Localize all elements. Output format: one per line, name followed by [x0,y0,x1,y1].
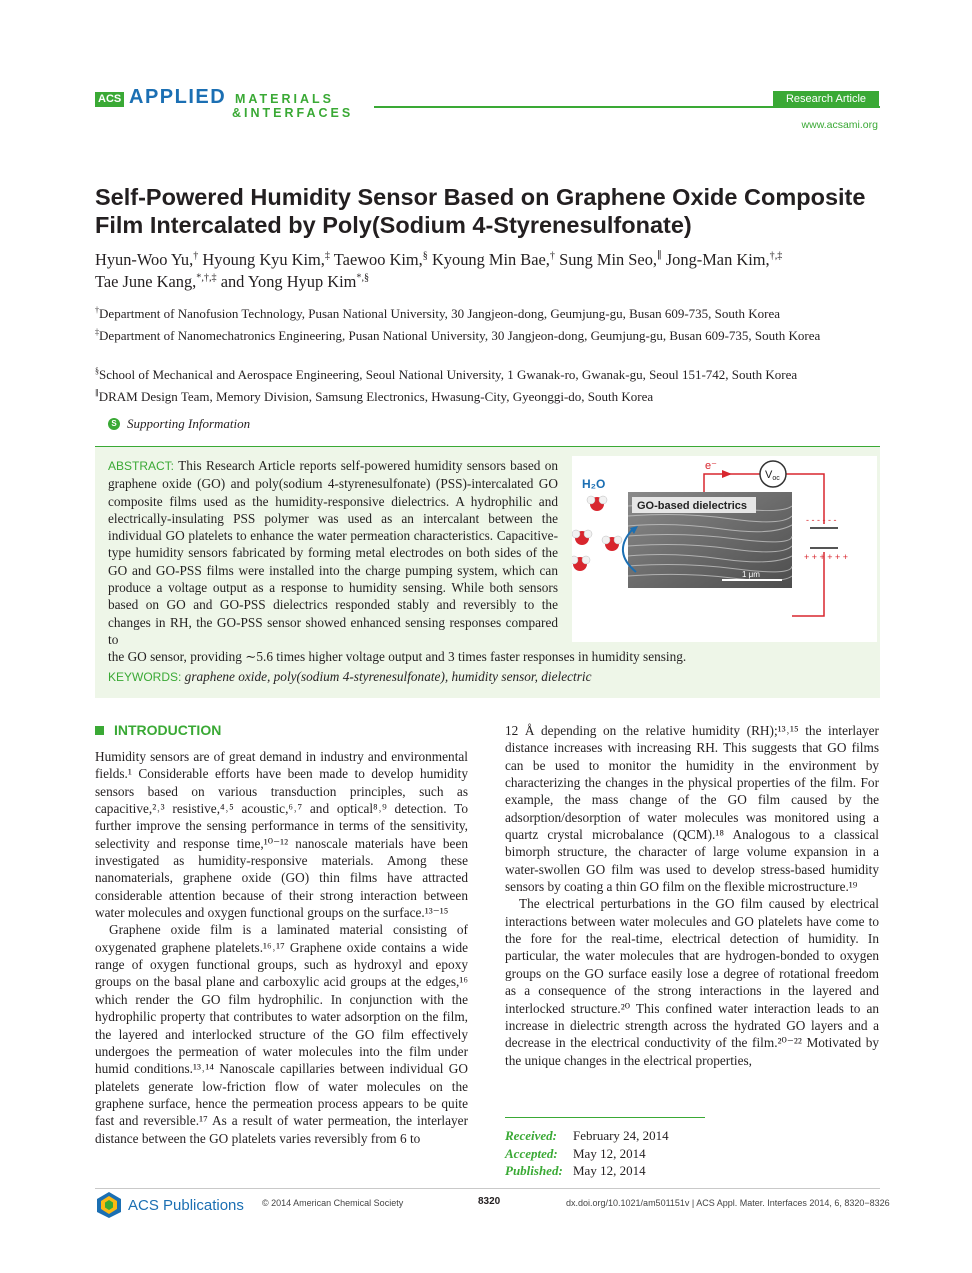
doi-citation[interactable]: dx.doi.org/10.1021/am501151v | ACS Appl. Mater. Interfaces 2014, 6, 8320−8326 [566,1198,890,1208]
logo-materials: MATERIALS [235,92,334,106]
journal-url-link[interactable]: www.acsami.org [801,119,878,131]
supporting-information-link[interactable] [108,416,250,432]
date-published: Published: May 12, 2014 [505,1163,646,1178]
supporting-info-label: Supporting Information [127,416,251,431]
voltmeter-icon [760,461,786,487]
h2o-label: H₂O [582,477,606,491]
scale-label: 1 μm [742,570,760,579]
water-molecule-icon [572,530,592,545]
footer-rule [95,1188,880,1189]
author[interactable]: Hyoung Kyu Kim,‡ [202,250,330,269]
water-molecule-icon [602,536,622,551]
toc-graphic-svg [572,456,877,642]
author[interactable]: Jong-Man Kim,†,‡ [665,250,783,269]
logo-applied: APPLIED [129,86,227,108]
author[interactable]: Taewoo Kim,§ [333,250,428,269]
acs-hexagon-icon [95,1191,123,1219]
minus-signs: - - - - - - [806,515,837,525]
author[interactable]: Sung Min Seo,∥ [559,250,662,269]
abstract-text-tail: the GO sensor, providing ∼5.6 times higher voltage output and 3 times faster responses in humidity sensing. [108,649,687,664]
body-paragraph: Graphene oxide film is a laminated material consisting of oxygenated graphene platelets.¹⁶˒¹⁷ Graphene oxide contains a wide range of oxygen functional groups, such as hydroxyl and epoxy groups on the basal plane and carboxylic acid groups at the edges,¹⁶ which render the GO film hydrophilic. In conjunction with the hydrophilic property that contributes to water adsorption on the film, the layered and interlocked structure of the GO film effectively undergoes the permeation of water molecules into the film under humid conditions.¹³˒¹⁴ Nanoscale capillaries between individual GO platelets generate low-friction flow of water molecules on the graphene surface, hence the permeation process appears to be quite fast and reversible.¹⁷ As a result of water permeation, the interlayer distance between the GO platelets varies reversibly from 6 to [95,922,468,1146]
dielectric-label: GO-based dielectrics [637,500,748,512]
article-title: Self-Powered Humidity Sensor Based on Graphene Oxide Composite Film Intercalated by Poly(Sodium 4-Styrenesulfonate) [95,184,866,238]
journal-logo [95,86,365,126]
section-heading-introduction: INTRODUCTION [95,722,221,738]
intro-left-column [95,748,468,1147]
electron-label: e⁻ [705,460,717,472]
voltage-label: Voc [765,469,780,482]
toc-graphic [572,456,877,642]
affiliation: §School of Mechanical and Aerospace Engineering, Seoul National University, 1 Gwanak-ro, Gwanak-gu, Seoul 151-742, South Korea [95,366,798,382]
date-received: Received: February 24, 2014 [505,1128,669,1143]
body-paragraph: The electrical perturbations in the GO film caused by electrical interactions between water molecules and GO platelets have come to the fore for the real-time, electrical detection of humidity. In particular, the water molecules that are hydrogen-bonded to oxygen groups on the GO surface easily lose a degree of rotational freedom as a consequence of the strong interactions in the layered and interlocked structure.²⁰ This confined water interaction leads to an increase in dielectric strength across the hydrated GO layers and a decrease in the electrical conductivity of the film.²⁰⁻²² Motivated by the unique changes in the electrical properties, [505,896,879,1068]
water-molecule-icon [587,496,607,511]
body-paragraph: Humidity sensors are of great demand in industry and environmental fields.¹ Considerable efforts have been made to develop humidity sensors based on various transduction principles, such as capacitive,²˒³ resistive,⁴˒⁵ acoustic,⁶˒⁷ and optical⁸˒⁹ detection. To further improve the sensing performance in terms of the sensitivity, selectivity and response time,¹⁰⁻¹² nanoscale materials have been investigated as humidity-responsive materials. Among these nanomaterials, graphene oxide (GO) thin films have attracted considerable attention because of their strong interaction between water molecules and oxygen functional groups on the surface.¹³⁻¹⁵ [95,749,468,921]
circuit-wire [704,474,760,492]
logo-interfaces: &INTERFACES [232,106,354,120]
keywords-label: KEYWORDS: [108,670,182,684]
author[interactable]: Hyun-Woo Yu,† [95,250,199,269]
author[interactable]: Kyoung Min Bae,† [431,250,555,269]
affiliation: †Department of Nanofusion Technology, Pusan National University, 30 Jangjeon-dong, Geumjung-gu, Busan 609-735, South Korea [95,305,781,321]
author[interactable]: and Yong Hyup Kim*,§ [220,272,370,291]
affiliation: ∥DRAM Design Team, Memory Division, Samsung Electronics, Hwasung-City, Gyeonggi-do, South Korea [95,388,654,404]
author-list [95,249,885,293]
copyright: © 2014 American Chemical Society [262,1198,404,1208]
dates-rule [505,1117,705,1118]
keywords: KEYWORDS: graphene oxide, poly(sodium 4-styrenesulfonate), humidity sensor, dielectric [108,669,592,684]
affiliation: ‡Department of Nanomechatronics Engineering, Pusan National University, 30 Jangjeon-dong, Geumjung-gu, Busan 609-735, South Korea [95,327,821,343]
intro-right-column [505,722,879,1069]
abstract-text: ABSTRACT: This Research Article reports self-powered humidity sensors based on graphene oxide (GO) and poly(sodium 4-styrenesulfonate) (PSS)-intercalated GO composite films used as the humidity-responsive dielectrics. A hydrophilic and electrically-insulating PSS polymer was used as an intercalant between the individual GO platelets to enhance the water permeation characteristics. Capacitive-type humidity sensors fabricated by forming metal electrodes on both sides of the GO and GO-PSS films were installed into the charge pumping system, which can produce a voltage output as a response to humidity sensing. While both sensors based on GO and GO-PSS dielectrics responded stably and reversibly to the changes in RH, the GO-PSS sensor showed enhanced sensing responses compared to [108,458,559,647]
publisher-name: ACS Publications [128,1196,244,1214]
acs-tag: ACS [95,92,124,107]
water-molecule-icon [572,556,590,571]
author[interactable]: Tae June Kang,*,†,‡ [95,272,217,291]
acs-publications-logo[interactable] [95,1191,244,1219]
current-arrow-icon [722,470,732,478]
article-type-badge: Research Article [773,91,879,108]
section-bullet-icon [95,726,104,735]
body-paragraph: 12 Å depending on the relative humidity (RH);¹³˒¹⁵ the interlayer distance increases with increasing RH. This suggests that GO films can be used to monitor the humidity in the environment by characterizing the changes in the physical properties of the film. For example, the mass change of the GO film caused by the adsorption/desorption of water molecules was monitored using a quartz crystal microbalance (QCM).¹⁸ Analogous to a classical bimorph structure, the character of large volume expansion in a water-swollen GO film was used to develop stress-based humidity sensors by coating a thin GO film on the flexible microstructure.¹⁹ [505,723,879,895]
page-number: 8320 [478,1196,501,1207]
date-accepted: Accepted: May 12, 2014 [505,1145,646,1161]
abstract-label: ABSTRACT: [108,459,175,473]
plus-signs: + + + + + + [804,552,849,562]
publication-dates [505,1127,669,1180]
supporting-info-icon: S [108,418,120,430]
